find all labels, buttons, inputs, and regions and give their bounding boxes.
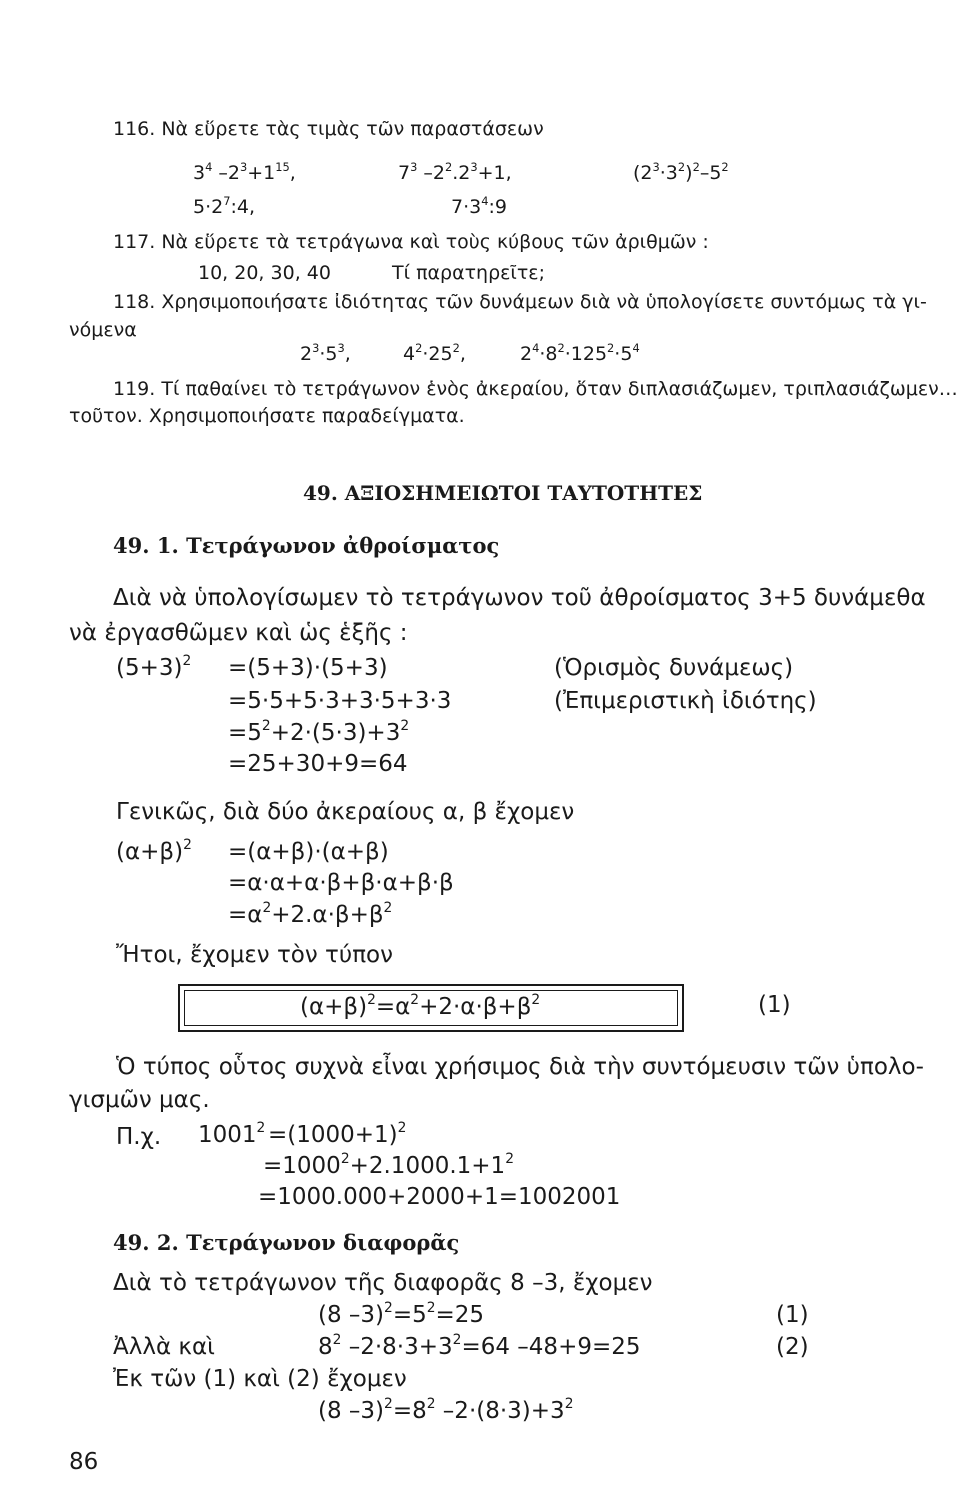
exercise-117-question: Τί παρατηρεῖτε; (392, 262, 545, 284)
example-step-2: $=1000^2+2.1000.1+1^2$ (263, 1150, 514, 1179)
ek-ton: Ἐκ τῶν (1) καὶ (2) ἔχομεν (113, 1366, 407, 1392)
general-step-1: =(α+β)·(α+β) (228, 839, 389, 865)
usage-text-cont: γισμῶν μας. (69, 1087, 210, 1113)
example-step-1: $=(1000+1)^2$ (268, 1119, 407, 1148)
example-step-3: =1000.000+2000+1=1002001 (258, 1184, 621, 1210)
difference-eq-3: (8 $-3)^2=8^2$ $-2\cdot(8\cdot 3)+3^2$ (318, 1395, 574, 1424)
exercise-119: 119. Τί παθαίνει τὸ τετράγωνον ἑνὸς ἀκεραίου, ὅταν διπλασιάζωμεν, τριπλασιάζωμεν… (113, 378, 958, 400)
page-number: 86 (69, 1449, 99, 1475)
exercise-117-numbers: 10, 20, 30, 40 (198, 262, 331, 284)
exercise-118-cont: νόμενα (69, 319, 137, 341)
equation-lhs: $(5+3)^2$ (116, 652, 192, 681)
equation-step-2: =5·5+5·3+3·5+3·3 (228, 688, 452, 714)
general-step-3: $=\alpha^2+2.\alpha\cdot\beta+\beta^2$ (228, 899, 393, 928)
example-label: Π.χ. (116, 1124, 162, 1150)
exercise-116-expr-2: $7^3$ $-2^2.2^3+1$, (398, 159, 512, 184)
exercise-116-expr-5: $7\cdot 3^4:9$ (451, 193, 507, 218)
equation-step-3: $=5^2+2\cdot(5\cdot 3)+3^2$ (228, 717, 410, 746)
difference-eq-1: (8 $-3)^2=5^2=25$ (318, 1299, 485, 1328)
subsection-49-2-title: 49. 2. Τετράγωνον διαφορᾶς (113, 1230, 460, 1255)
exercise-119-cont: τοῦτον. Χρησιμοποιήσατε παραδείγματα. (69, 405, 465, 427)
exercise-118-expr-3: $2^4\cdot 8^2\cdot 125^2\cdot 5^4$ (520, 340, 640, 365)
exercise-118-expr-2: $4^2\cdot 25^2$, (403, 340, 466, 365)
paragraph-cont: νὰ ἐργασθῶμεν καὶ ὡς ἑξῆς : (69, 620, 408, 646)
exercise-118: 118. Χρησιμοποιήσατε ἰδιότητας τῶν δυνάμεων διὰ νὰ ὑπολογίσετε συντόμως τὰ γι- (113, 291, 927, 313)
equation-step-1: =(5+3)·(5+3) (228, 655, 388, 681)
formula-number: (1) (758, 992, 791, 1018)
difference-eq-2-number: (2) (776, 1334, 809, 1360)
htoi-text: Ἤτοι, ἔχομεν τὸν τύπον (116, 942, 393, 968)
alla-kai: Ἀλλὰ καὶ (113, 1334, 215, 1360)
example-lhs: 1001$^2$ (198, 1119, 266, 1148)
formula: $(\alpha+\beta)^2=\alpha^2+2\cdot\alpha\cdot\beta+\beta^2$ (300, 991, 541, 1020)
section-title: 49. ΑΞΙΟΣΗΜΕΙΩΤΟΙ ΤΑΥΤΟΤΗΤΕΣ (303, 481, 703, 505)
general-lhs: $(\alpha+\beta)^2$ (116, 836, 192, 865)
exercise-116-expr-4: $5\cdot 2^7:4$, (193, 193, 255, 218)
exercise-116: 116. Νὰ εὕρετε τὰς τιμὰς τῶν παραστάσεων (113, 118, 544, 140)
exercise-116-expr-3: $(2^3\cdot 3^2)^2-5^2$ (633, 159, 729, 184)
exercise-117: 117. Νὰ εὕρετε τὰ τετράγωνα καὶ τοὺς κύβους τῶν ἀριθμῶν : (113, 231, 709, 253)
equation-note-1: (Ὁρισμὸς δυνάμεως) (554, 655, 794, 681)
equation-step-4: =25+30+9=64 (228, 751, 408, 777)
general-statement: Γενικῶς, διὰ δύο ἀκεραίους α, β ἔχομεν (116, 799, 575, 825)
exercise-116-expr-1: $3^4$ $-2^3+1^{15}$, (193, 159, 296, 184)
usage-text: Ὁ τύπος οὗτος συχνὰ εἶναι χρήσιμος διὰ τὴν συντόμευσιν τῶν ὑπολο- (116, 1054, 924, 1080)
difference-eq-1-number: (1) (776, 1302, 809, 1328)
exercise-118-expr-1: $2^3\cdot 5^3$, (300, 340, 351, 365)
subsection-49-1-title: 49. 1. Τετράγωνον ἀθροίσματος (113, 533, 500, 558)
equation-note-2: (Ἐπιμεριστικὴ ἰδιότης) (554, 688, 817, 714)
difference-eq-2: $8^2$ $-2\cdot 8\cdot 3+3^2=64$ –48+9=25 (318, 1331, 641, 1360)
difference-intro: Διὰ τὸ τετράγωνον τῆς διαφορᾶς 8 –3, ἔχομεν (113, 1270, 653, 1296)
general-step-2: =α·α+α·β+β·α+β·β (228, 870, 454, 896)
paragraph: Διὰ νὰ ὑπολογίσωμεν τὸ τετράγωνον τοῦ ἀθροίσματος 3+5 δυνάμεθα (113, 585, 926, 611)
